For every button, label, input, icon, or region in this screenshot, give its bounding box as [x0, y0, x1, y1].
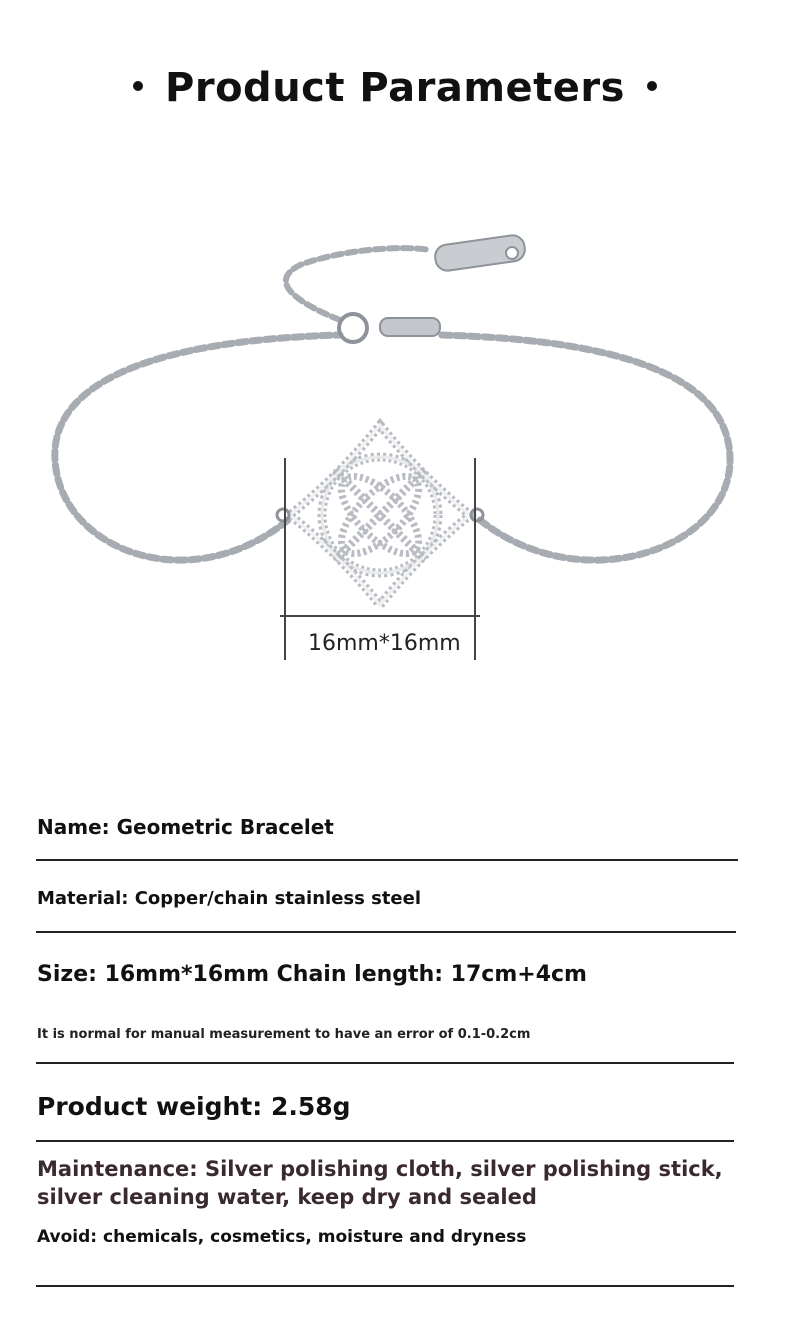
chain-right: [440, 335, 730, 560]
clasp-ring: [339, 314, 367, 342]
spec-name: Name: Geometric Bracelet: [37, 815, 334, 839]
page-title-text: Product Parameters: [165, 65, 625, 111]
spec-avoid: Avoid: chemicals, cosmetics, moisture and dryness: [37, 1227, 527, 1247]
product-image-bracelet: [40, 220, 750, 670]
measurement-note: It is normal for manual measurement to have an error of 0.1-0.2cm: [37, 1027, 531, 1042]
spec-maintenance: Maintenance: Silver polishing cloth, silver polishing stick, silver cleaning water, keep dry and sealed: [37, 1157, 723, 1209]
page-title: [0, 58, 790, 118]
lobster-clasp: [380, 318, 440, 336]
divider: [36, 931, 736, 933]
spec-weight: Product weight: 2.58g: [37, 1092, 351, 1121]
divider: [36, 1140, 734, 1142]
spec-size: Size: 16mm*16mm Chain length: 17cm+4cm: [37, 962, 587, 987]
divider: [36, 1062, 734, 1064]
spec-material: Material: Copper/chain stainless steel: [37, 888, 422, 909]
extender-chain: [286, 248, 430, 320]
chain-left: [55, 335, 340, 560]
bullet-dot-icon: [647, 81, 657, 91]
dimension-label: 16mm*16mm: [308, 631, 461, 656]
bullet-dot-icon: [133, 81, 143, 91]
tag-hole: [506, 247, 518, 259]
divider: [36, 859, 738, 861]
pendant-celtic-knot: [277, 425, 483, 605]
divider: [36, 1285, 734, 1287]
